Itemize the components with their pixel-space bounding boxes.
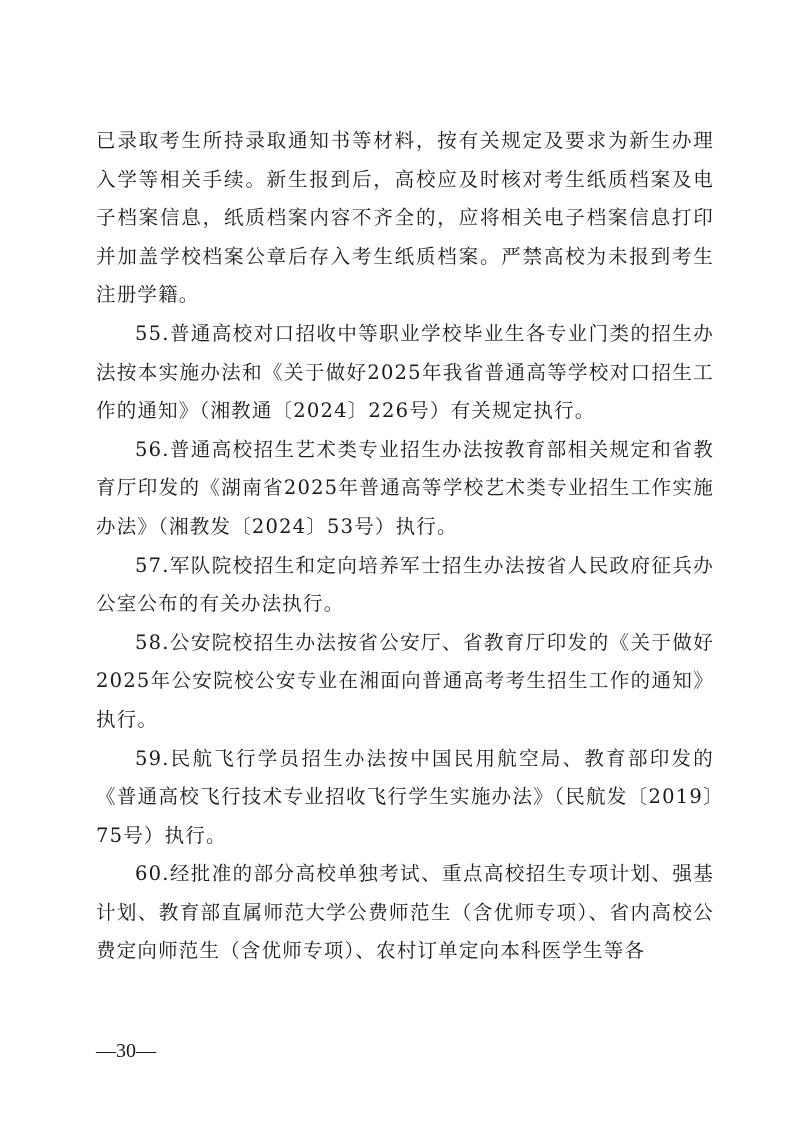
- paragraph-item-60: 60.经批准的部分高校单独考试、重点高校招生专项计划、强基计划、教育部直属师范大学公费师范生（含优师专项）、省内高校公费定向师范生（含优师专项）、农村订单定向本科医学生等各: [96, 862, 714, 963]
- paragraph-item-55: 55.普通高校对口招收中等职业学校毕业生各专业门类的招生办法按本实施办法和《关于做好2025年我省普通高等学校对口招生工作的通知》（湘教通〔2024〕226号）有关规定执行。: [96, 321, 714, 423]
- paragraph-item-57: 57.军队院校招生和定向培养军士招生办法按省人民政府征兵办公室公布的有关办法执行。: [96, 553, 714, 616]
- paragraph-item-58: 58.公安院校招生办法按省公安厅、省教育厅印发的《关于做好2025年公安院校公安专业在湘面向普通高考考生招生工作的通知》执行。: [96, 630, 714, 731]
- paragraph-item-56: 56.普通高校招生艺术类专业招生办法按教育部相关规定和省教育厅印发的《湖南省2025年普通高等学校艺术类专业招生工作实施办法》（湘教发〔2024〕53号）执行。: [96, 437, 714, 538]
- document-body: [96, 122, 714, 971]
- paragraph-continuation: 已录取考生所持录取通知书等材料，按有关规定及要求为新生办理入学等相关手续。新生报到后，高校应及时核对考生纸质档案及电子档案信息，纸质档案内容不齐全的，应将相关电子档案信息打印并加盖学校档案公章后存入考生纸质档案。严禁高校为未报到考生注册学籍。: [96, 129, 714, 307]
- paragraph-item-59: 59.民航飞行学员招生办法按中国民用航空局、教育部印发的《普通高校飞行技术专业招收飞行学生实施办法》（民航发〔2019〕75号）执行。: [96, 746, 714, 847]
- page-number: —30—: [96, 1040, 156, 1062]
